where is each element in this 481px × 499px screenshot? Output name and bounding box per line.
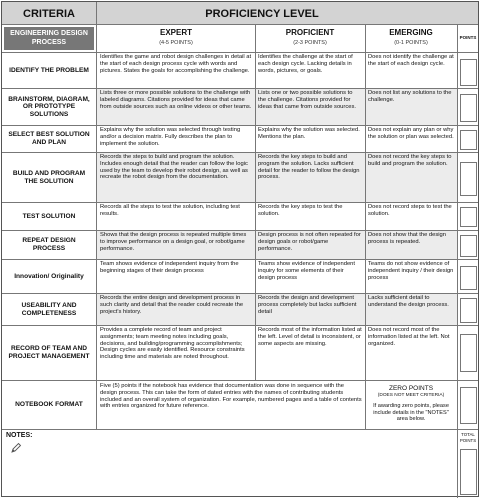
criterion-innovation: Innovation/ Originality bbox=[14, 272, 84, 280]
level-proficient: PROFICIENT bbox=[285, 28, 335, 37]
pencil-icon bbox=[10, 441, 22, 453]
zero-points-note: If awarding zero points, please include details in the "NOTES" area below. bbox=[373, 403, 449, 423]
points-box-repeat[interactable] bbox=[460, 235, 477, 257]
expert-brainstorm: Lists three or more possible solutions to the challenge with labeled diagrams. Citations provided for ideas that came from outside sources such as online videos or other teams. bbox=[100, 90, 252, 110]
criterion-format: NOTEBOOK FORMAT bbox=[15, 401, 83, 409]
expert-repeat: Shows that the design process is repeated multiple times to improve performance on a design goal, or robot/game performance. bbox=[100, 232, 247, 252]
notes-area[interactable] bbox=[4, 454, 454, 496]
emerging-select: Does not explain any plan or why the solution or plan was selected. bbox=[368, 127, 454, 140]
points-box-total[interactable] bbox=[460, 449, 477, 495]
grid-line bbox=[2, 429, 478, 430]
criterion-record: RECORD OF TEAM AND PROJECT MANAGEMENT bbox=[8, 345, 90, 360]
criteria-header-label: CRITERIA bbox=[23, 8, 75, 20]
points-box-brainstorm[interactable] bbox=[460, 94, 477, 122]
section-header-label: ENGINEERING DESIGN PROCESS bbox=[10, 30, 88, 46]
points-box-build[interactable] bbox=[460, 162, 477, 196]
expert-innovation: Team shows evidence of independent inquiry from the beginning stages of their design process bbox=[100, 261, 239, 274]
rubric-sheet bbox=[1, 1, 479, 497]
grid-line bbox=[457, 24, 458, 498]
proficient-usability: Records the design and development process completely but lacks sufficient detail bbox=[258, 295, 357, 315]
expert-identify: Identifies the game and robot design challenges in detail at the start of each design process cycle with words and pictures. States the goals for accomplishing the challenge. bbox=[100, 54, 252, 74]
level-expert: EXPERT bbox=[159, 28, 192, 37]
proficient-test: Records the key steps to test the solution. bbox=[258, 204, 343, 217]
points-box-identify[interactable] bbox=[460, 59, 477, 86]
level-emerging: EMERGING bbox=[389, 28, 433, 37]
level-expert-points: (4-5 POINTS) bbox=[159, 40, 193, 46]
level-emerging-points: (0-1 POINTS) bbox=[394, 40, 428, 46]
total-points-label: TOTAL POINTS bbox=[459, 432, 477, 443]
notes-label: NOTES: bbox=[6, 432, 33, 439]
criterion-repeat: REPEAT DESIGN PROCESS bbox=[22, 237, 76, 252]
proficient-repeat: Design process is not often repeated for design goals or robot/game performance. bbox=[258, 232, 361, 252]
criterion-select: SELECT BEST SOLUTION AND PLAN bbox=[8, 131, 90, 146]
level-proficient-points: (2-3 POINTS) bbox=[293, 40, 327, 46]
proficient-brainstorm: Lists one or two possible solutions to the challenge. Citations provided for ideas that came from outside sources. bbox=[258, 90, 356, 110]
emerging-record: Does not record most of the information listed at the left. Not organized. bbox=[368, 327, 450, 347]
emerging-test: Does not record steps to test the solution. bbox=[368, 204, 452, 217]
proficient-innovation: Teams show evidence of independent inquiry for some elements of their design process bbox=[258, 261, 356, 281]
criterion-usability: USEABILITY AND COMPLETENESS bbox=[21, 301, 77, 317]
points-box-format[interactable] bbox=[460, 387, 477, 424]
expert-build: Records the steps to build and program the solution. Includes enough detail that the reader can follow the logic used by the team to develop their robot design, as well as recreate the robot design from the documentation. bbox=[100, 154, 248, 181]
proficient-build: Records the key steps to build and program the solution. Lacks sufficient detail for the reader to follow the design process. bbox=[258, 154, 360, 181]
emerging-build: Does not record the key steps to build and program the solution. bbox=[368, 154, 452, 167]
section-header bbox=[4, 27, 94, 50]
criterion-identify: IDENTIFY THE PROBLEM bbox=[9, 66, 89, 74]
points-box-select[interactable] bbox=[460, 130, 477, 150]
points-box-usability[interactable] bbox=[460, 298, 477, 323]
emerging-innovation: Teams do not show evidence of independent inquiry / their design process bbox=[368, 261, 454, 281]
expert-usability: Records the entire design and development process in such clarity and detail that the reader could recreate the project's history. bbox=[100, 295, 244, 315]
points-box-innovation[interactable] bbox=[460, 266, 477, 290]
emerging-identify: Does not identify the challenge at the start of each design cycle. bbox=[368, 54, 454, 67]
expert-select: Explains why the solution was selected through testing and/or a decision matrix. Fully describes the plan to implement the solution. bbox=[100, 127, 241, 147]
emerging-repeat: Does not show that the design process is repeated. bbox=[368, 232, 446, 245]
emerging-usability: Lacks sufficient detail to understand the design process. bbox=[368, 295, 449, 308]
emerging-brainstorm: Does not list any solutions to the challenge. bbox=[368, 90, 452, 103]
expert-record: Provides a complete record of team and project assignments; team meeting notes including goals, decisions, and building/programming accomplishments; Design cycles are easily identified. Resource constraints including time and materials are noted throughout. bbox=[100, 327, 245, 361]
points-box-test[interactable] bbox=[460, 207, 477, 227]
proficient-select: Explains why the solution was selected. Mentions the plan. bbox=[258, 127, 360, 140]
expert-test: Records all the steps to test the solution, including test results. bbox=[100, 204, 240, 217]
criterion-test: TEST SOLUTION bbox=[22, 212, 76, 220]
criterion-build: BUILD AND PROGRAM THE SOLUTION bbox=[12, 169, 86, 185]
zero-points-subtitle: (DOES NOT MEET CRITERIA) bbox=[377, 393, 445, 398]
points-header: POINTS bbox=[459, 35, 477, 40]
proficient-record: Records most of the information listed at the left. Level of detail is inconsistent, or some aspects are missing. bbox=[258, 327, 362, 347]
proficiency-header-label: PROFICIENCY LEVEL bbox=[205, 8, 319, 20]
criterion-brainstorm: BRAINSTORM, DIAGRAM, OR PROTOTYPE SOLUTIONS bbox=[8, 95, 90, 118]
points-box-record[interactable] bbox=[460, 334, 477, 372]
zero-points-title: ZERO POINTS bbox=[388, 385, 434, 392]
expert-format: Five (5) points if the notebook has evidence that documentation was done in sequence with the design process. This can take the form of dated entries with the names of contributing students included and an overall system of organization. For example, numbered pages and a table of contents with entries organized for future reference. bbox=[100, 383, 362, 410]
grid-line bbox=[2, 24, 478, 25]
proficient-identify: Identifies the challenge at the start of each design cycle. Lacking details in words, pictures, or goals. bbox=[258, 54, 353, 74]
